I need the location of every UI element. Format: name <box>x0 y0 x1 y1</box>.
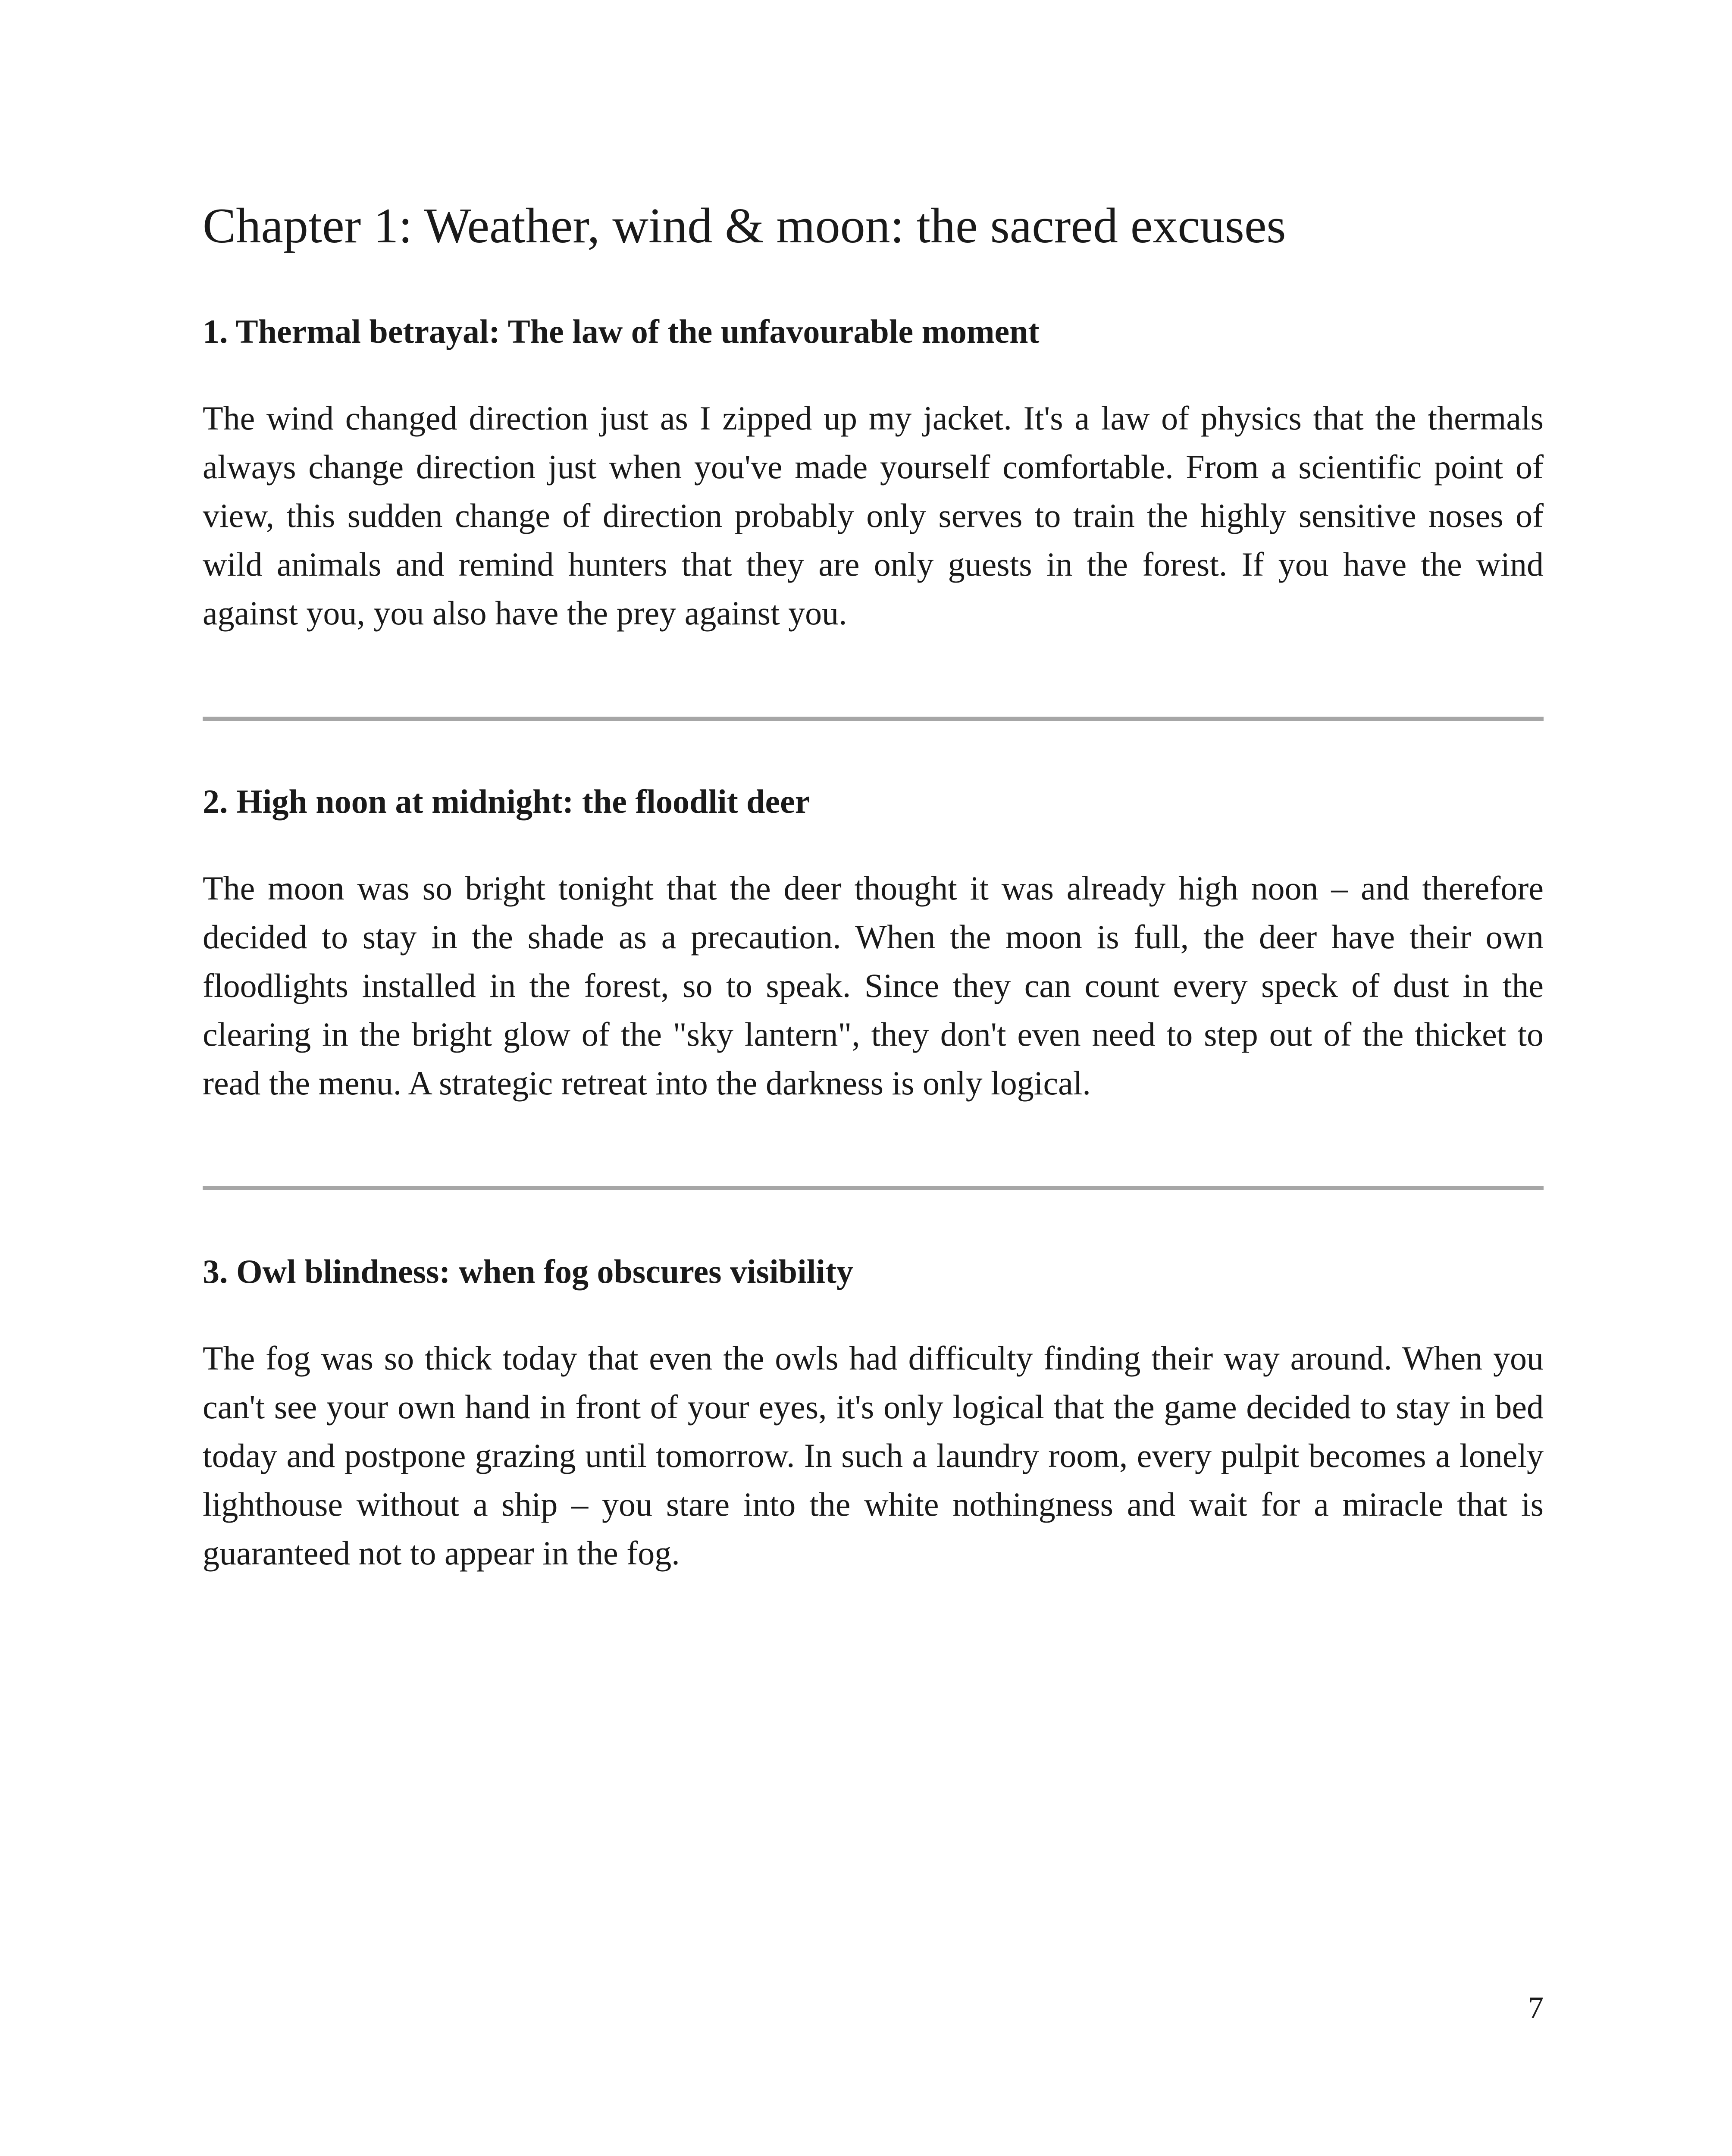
section-heading: 3. Owl blindness: when fog obscures visibility <box>203 1253 854 1290</box>
section-thermal-betrayal <box>203 310 1544 637</box>
chapter-title: Chapter 1: Weather, wind & moon: the sacred excuses <box>203 198 1286 254</box>
section-body: The fog was so thick today that even the owls had difficulty finding their way around. When you can't see your own hand in front of your eyes, it's only logical that the game decided to stay in bed today and postpone grazing until tomorrow. In such a laundry room, every pulpit becomes a lonely lighthouse without a ship – you stare into the white nothingness and wait for a miracle that is guaranteed not to appear in the fog. <box>203 1339 1544 1572</box>
section-heading: 1. Thermal betrayal: The law of the unfavourable moment <box>203 313 1040 350</box>
section-divider <box>203 717 1544 721</box>
section-heading: 2. High noon at midnight: the floodlit deer <box>203 783 810 820</box>
section-divider <box>203 1186 1544 1190</box>
page-number: 7 <box>1528 1990 1544 2025</box>
document-page <box>203 0 1544 2156</box>
section-body: The wind changed direction just as I zipped up my jacket. It's a law of physics that the thermals always change direction just when you've made yourself comfortable. From a scientific point of view, this sudden change of direction probably only serves to train the highly sensitive noses of wild animals and remind hunters that they are only guests in the forest. If you have the wind against you, you also have the prey against you. <box>203 399 1544 632</box>
section-body: The moon was so bright tonight that the deer thought it was already high noon – and therefore decided to stay in the shade as a precaution. When the moon is full, the deer have their own floodlights installed in the forest, so to speak. Since they can count every speck of dust in the clearing in the bright glow of the "sky lantern", they don't even need to step out of the thicket to read the menu. A strategic retreat into the darkness is only logical. <box>203 869 1544 1102</box>
section-owl-blindness <box>203 1250 1544 1577</box>
section-floodlit-deer <box>203 780 1544 1107</box>
